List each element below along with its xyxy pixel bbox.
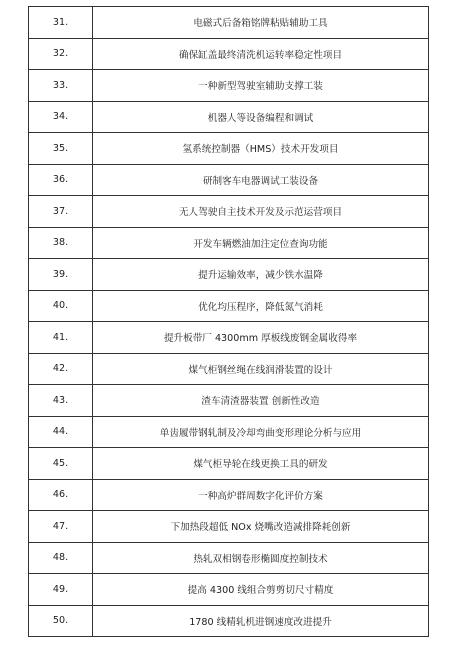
table-row <box>29 70 429 102</box>
project-title: 优化均压程序，降低氮气消耗 <box>93 290 429 322</box>
project-title: 机器人等设备编程和调试 <box>93 101 429 133</box>
table-row <box>29 479 429 511</box>
row-number: 36. <box>29 164 93 196</box>
project-title: 一种新型驾驶室辅助支撑工装 <box>93 70 429 102</box>
row-number: 37. <box>29 196 93 228</box>
row-number: 44. <box>29 416 93 448</box>
table-row <box>29 448 429 480</box>
project-title: 单齿履带钢轧制及冷却弯曲变形理论分析与应用 <box>93 416 429 448</box>
row-number: 45. <box>29 448 93 480</box>
row-number: 41. <box>29 322 93 354</box>
row-number: 32. <box>29 38 93 70</box>
row-number: 47. <box>29 511 93 543</box>
table-row <box>29 416 429 448</box>
project-title: 电磁式后备箱铭牌粘贴辅助工具 <box>93 7 429 39</box>
row-number: 48. <box>29 542 93 574</box>
row-number: 50. <box>29 605 93 637</box>
project-title: 一种高炉群周数字化评价方案 <box>93 479 429 511</box>
project-title: 无人驾驶自主技术开发及示范运营项目 <box>93 196 429 228</box>
table-row <box>29 574 429 606</box>
project-title: 1780 线精轧机进钢速度改进提升 <box>93 605 429 637</box>
table-row <box>29 290 429 322</box>
project-title: 提升板带厂 4300mm 厚板线废钢金属收得率 <box>93 322 429 354</box>
project-title: 开发车辆燃油加注定位查询功能 <box>93 227 429 259</box>
row-number: 38. <box>29 227 93 259</box>
table-row <box>29 353 429 385</box>
project-title: 研制客车电器调试工装设备 <box>93 164 429 196</box>
table-row <box>29 196 429 228</box>
table-row <box>29 511 429 543</box>
table-row <box>29 385 429 417</box>
project-title: 提高 4300 线组合剪剪切尺寸精度 <box>93 574 429 606</box>
project-table <box>28 6 429 637</box>
table-row <box>29 259 429 291</box>
table-row <box>29 542 429 574</box>
table-row <box>29 322 429 354</box>
row-number: 31. <box>29 7 93 39</box>
project-title: 煤气柜钢丝绳在线润滑装置的设计 <box>93 353 429 385</box>
project-title: 氢系统控制器（HMS）技术开发项目 <box>93 133 429 165</box>
row-number: 46. <box>29 479 93 511</box>
table-row <box>29 164 429 196</box>
table-row <box>29 133 429 165</box>
row-number: 49. <box>29 574 93 606</box>
row-number: 35. <box>29 133 93 165</box>
project-title: 煤气柜导轮在线更换工具的研发 <box>93 448 429 480</box>
row-number: 39. <box>29 259 93 291</box>
project-title: 确保缸盖最终清洗机运转率稳定性项目 <box>93 38 429 70</box>
row-number: 34. <box>29 101 93 133</box>
project-title: 渣车清渣器装置 创新性改造 <box>93 385 429 417</box>
table-row <box>29 101 429 133</box>
project-title: 下加热段超低 NOx 烧嘴改造减排降耗创新 <box>93 511 429 543</box>
project-title: 提升运输效率，减少铁水温降 <box>93 259 429 291</box>
table-row <box>29 227 429 259</box>
row-number: 42. <box>29 353 93 385</box>
project-title: 热轧双相钢卷形椭圆度控制技术 <box>93 542 429 574</box>
project-table-body <box>29 7 429 637</box>
row-number: 33. <box>29 70 93 102</box>
table-row <box>29 38 429 70</box>
table-row <box>29 7 429 39</box>
row-number: 40. <box>29 290 93 322</box>
row-number: 43. <box>29 385 93 417</box>
table-row <box>29 605 429 637</box>
